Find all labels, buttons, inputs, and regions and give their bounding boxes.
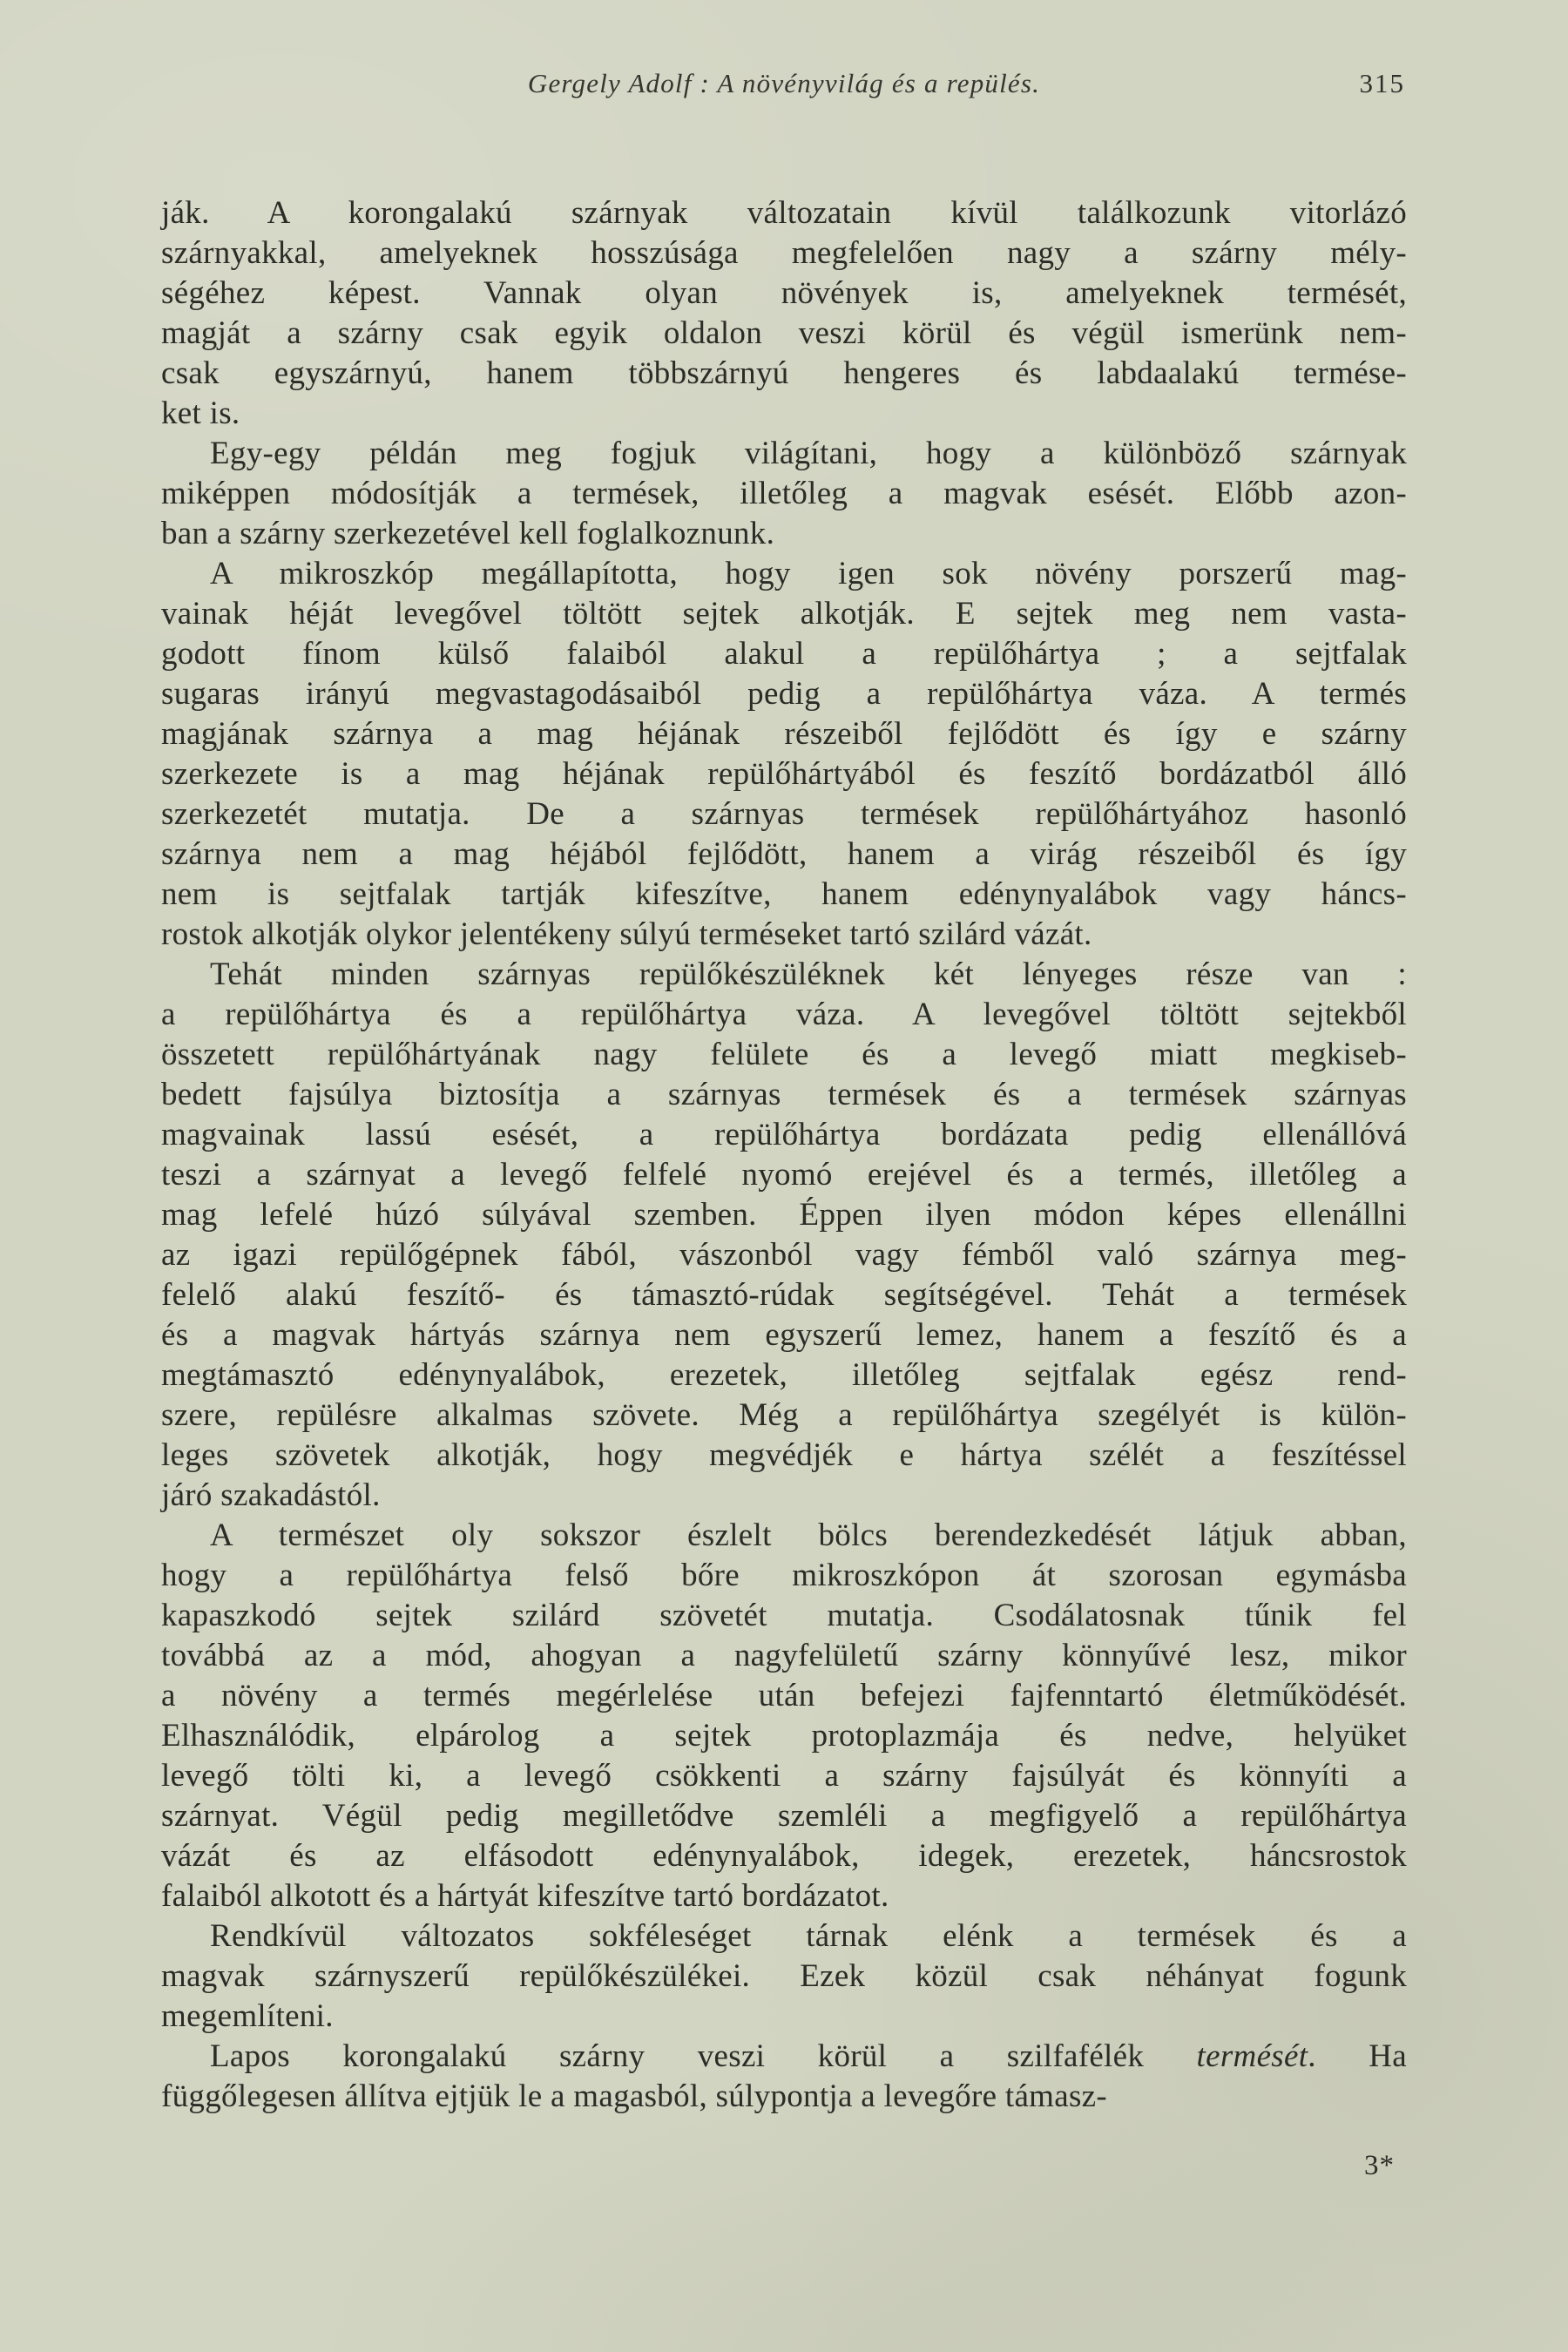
- text-line: magjának szárnya a mag héjának részeiből fejlődött és így e szárny: [161, 716, 1407, 752]
- text-line: megemlíteni.: [161, 1998, 334, 2034]
- text-line: nem is sejtfalak tartják kifeszítve, hanem edénynyalábok vagy háncs-: [161, 876, 1407, 912]
- text-line: vázát és az elfásodott edénynyalábok, idegek, erezetek, háncsrostok: [161, 1838, 1407, 1874]
- text-line: és a magvak hártyás szárnya nem egyszerű lemez, hanem a feszítő és a: [161, 1317, 1407, 1353]
- text-line: teszi a szárnyat a levegő felfelé nyomó erejével és a termés, illetőleg a: [161, 1157, 1407, 1193]
- text-line: szárnyakkal, amelyeknek hosszúsága megfelelően nagy a szárny mély-: [161, 235, 1407, 271]
- text-line: levegő tölti ki, a levegő csökkenti a szárny fajsúlyát és könnyíti a: [161, 1758, 1407, 1794]
- text-block: [161, 193, 1407, 2117]
- text-line: ségéhez képest. Vannak olyan növények is, amelyeknek termését,: [161, 275, 1407, 311]
- text-line: magját a szárny csak egyik oldalon veszi körül és végül ismerünk nem-: [161, 315, 1407, 351]
- text-line: ják. A korongalakú szárnyak változatain kívül találkozunk vitorlázó: [161, 195, 1407, 231]
- text-line: szárnya nem a mag héjából fejlődött, hanem a virág részeiből és így: [161, 836, 1407, 872]
- page-header: [161, 68, 1407, 108]
- text-line: felelő alakú feszítő- és támasztó-rúdak segítségével. Tehát a termések: [161, 1277, 1407, 1313]
- paragraph: [161, 193, 1407, 434]
- paragraph: [161, 1516, 1407, 1916]
- text-line: Rendkívül változatos sokféleséget tárnak elénk a termések és a: [210, 1918, 1407, 1954]
- text-segment: . Ha: [1308, 2038, 1407, 2074]
- text-line: hogy a repülőhártya felső bőre mikroszkópon át szorosan egymásba: [161, 1558, 1407, 1593]
- text-line: vainak héját levegővel töltött sejtek alkotják. E sejtek meg nem vasta-: [161, 596, 1407, 632]
- text-line: járó szakadástól.: [161, 1477, 381, 1513]
- text-line: a növény a termés megérlelése után befejezi fajfenntartó életműködését.: [161, 1678, 1407, 1713]
- text-line: godott fínom külső falaiból alakul a repülőhártya ; a sejtfalak: [161, 636, 1407, 672]
- text-line: Tehát minden szárnyas repülőkészüléknek két lényeges része van :: [210, 956, 1407, 992]
- text-line: szere, repülésre alkalmas szövete. Még a repülőhártya szegélyét is külön-: [161, 1397, 1407, 1433]
- paragraph: [161, 1916, 1407, 2037]
- text-segment: Lapos korongalakú szárny veszi körül a szilfafélék: [210, 2038, 1197, 2074]
- text-line: megtámasztó edénynyalábok, erezetek, illetőleg sejtfalak egész rend-: [161, 1357, 1407, 1393]
- text-line: magvak szárnyszerű repülőkészülékei. Ezek közül csak néhányat fogunk: [161, 1958, 1407, 1994]
- text-line: mag lefelé húzó súlyával szemben. Éppen ilyen módon képes ellenállni: [161, 1197, 1407, 1233]
- text-line: falaiból alkotott és a hártyát kifeszítve tartó bordázatot.: [161, 1878, 889, 1914]
- text-line: sugaras irányú megvastagodásaiból pedig a repülőhártya váza. A termés: [161, 676, 1407, 712]
- text-line: A mikroszkóp megállapította, hogy igen sok növény porszerű mag-: [210, 556, 1407, 591]
- text-line: a repülőhártya és a repülőhártya váza. A levegővel töltött sejtekből: [161, 997, 1407, 1032]
- text-line: csak egyszárnyú, hanem többszárnyú hengeres és labdaalakú termése-: [161, 355, 1407, 391]
- running-title: Gergely Adolf : A növényvilág és a repülés.: [527, 68, 1041, 98]
- paragraph: [161, 2037, 1407, 2117]
- text-line: Elhasználódik, elpárolog a sejtek protoplazmája és nedve, helyüket: [161, 1718, 1407, 1754]
- paragraph: [161, 434, 1407, 554]
- text-line: összetett repülőhártyának nagy felülete és a levegő miatt megkiseb-: [161, 1037, 1407, 1072]
- italic-term: termését: [1196, 2038, 1308, 2074]
- text-line: szerkezete is a mag héjának repülőhártyából és feszítő bordázatból álló: [161, 756, 1407, 792]
- text-line: A természet oly sokszor észlelt bölcs berendezkedését látjuk abban,: [210, 1517, 1407, 1553]
- text-line: [161, 2037, 1407, 2077]
- text-line: az igazi repülőgépnek fából, vászonból vagy fémből való szárnya meg-: [161, 1237, 1407, 1273]
- text-line: magvainak lassú esését, a repülőhártya bordázata pedig ellenállóvá: [161, 1117, 1407, 1152]
- paragraph: [161, 955, 1407, 1516]
- paragraph: [161, 554, 1407, 955]
- text-line: szerkezetét mutatja. De a szárnyas termések repülőhártyához hasonló: [161, 796, 1407, 832]
- text-line: Egy-egy példán meg fogjuk világítani, hogy a különböző szárnyak: [210, 436, 1407, 471]
- text-line: függőlegesen állítva ejtjük le a magasból, súlypontja a levegőre támasz-: [161, 2078, 1108, 2114]
- text-line: ban a szárny szerkezetével kell foglalkoznunk.: [161, 516, 775, 551]
- text-line: rostok alkotják olykor jelentékeny súlyú terméseket tartó szilárd vázát.: [161, 916, 1092, 952]
- text-line: továbbá az a mód, ahogyan a nagyfelületű szárny könnyűvé lesz, mikor: [161, 1638, 1407, 1673]
- text-line: ket is.: [161, 395, 240, 431]
- text-line: szárnyat. Végül pedig megilletődve szemléli a megfigyelő a repülőhártya: [161, 1798, 1407, 1834]
- text-line: kapaszkodó sejtek szilárd szövetét mutatja. Csodálatosnak tűnik fel: [161, 1598, 1407, 1633]
- text-line: miképpen módosítják a termések, illetőleg a magvak esését. Előbb azon-: [161, 476, 1407, 511]
- page-number: 315: [1359, 68, 1405, 98]
- text-line: bedett fajsúlya biztosítja a szárnyas termések és a termések szárnyas: [161, 1077, 1407, 1112]
- text-line: leges szövetek alkotják, hogy megvédjék e hártya szélét a feszítéssel: [161, 1437, 1407, 1473]
- signature-mark: 3*: [1364, 2150, 1395, 2181]
